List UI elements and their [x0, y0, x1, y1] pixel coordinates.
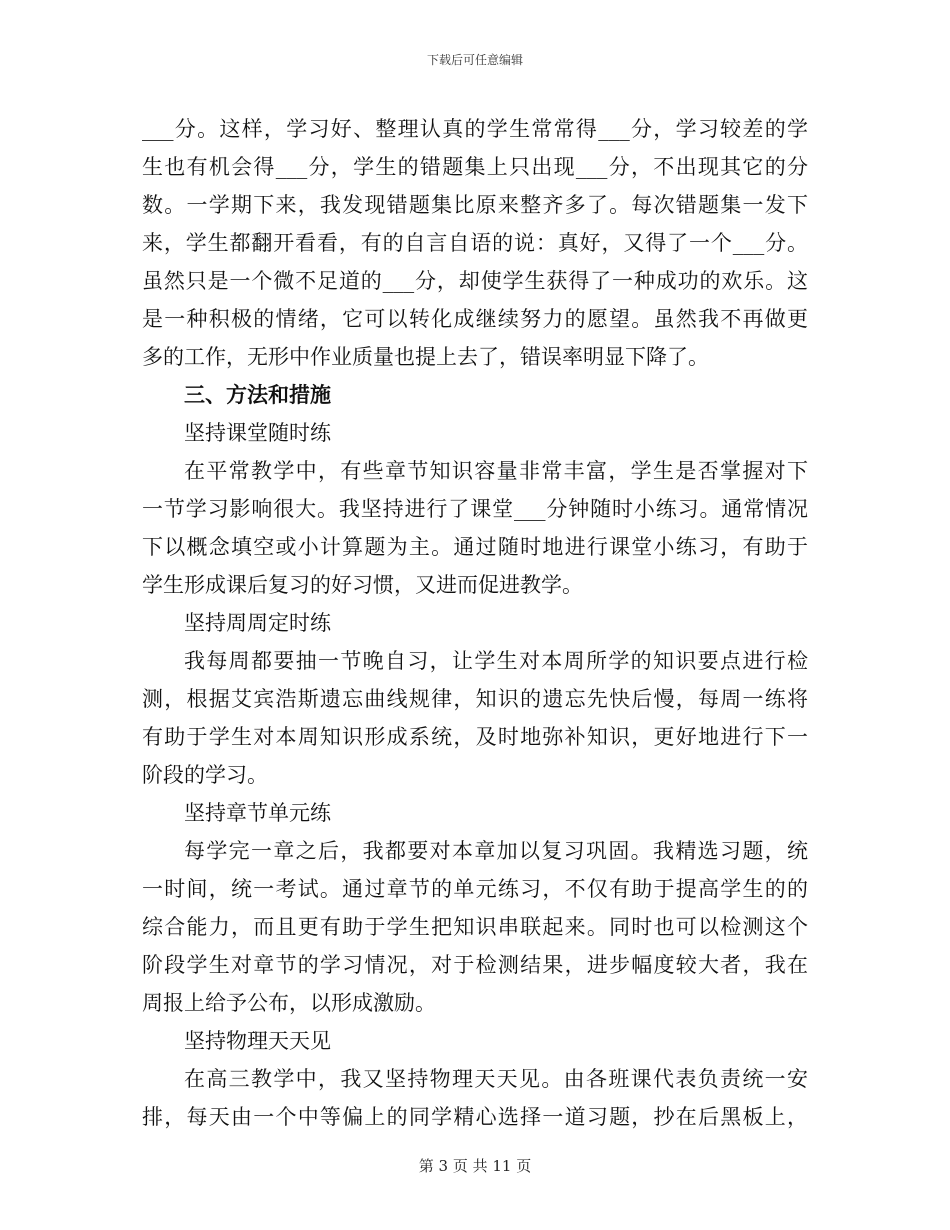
document-body [142, 110, 808, 1136]
paragraph-daily-physics [142, 1060, 808, 1136]
subheading-weekly-practice: 坚持周周定时练 [184, 611, 331, 635]
paragraph-chapter-practice [142, 832, 808, 1022]
text-line: 综合能力，而且更有助于学生把知识串联起来。同时也可以检测这个 [142, 915, 808, 939]
text-line: 是一种积极的情绪，它可以转化成继续努力的愿望。虽然我不再做更 [142, 307, 808, 331]
subheading-daily-physics: 坚持物理天天见 [184, 1029, 331, 1053]
text-line: 我每周都要抽一节晚自习，让学生对本周所学的知识要点进行检 [184, 649, 808, 673]
subheading-chapter-practice: 坚持章节单元练 [184, 801, 331, 825]
section-heading: 三、方法和措施 [184, 382, 331, 407]
text-line: ___分。这样，学习好、整理认真的学生常常得___分，学习较差的学 [142, 117, 808, 141]
text-line: 每学完一章之后，我都要对本章加以复习巩固。我精选习题，统 [184, 839, 808, 863]
paragraph-classroom-practice [142, 452, 808, 604]
text-line: 下以概念填空或小计算题为主。通过随时地进行课堂小练习，有助于 [142, 535, 808, 559]
text-line: 一节学习影响很大。我坚持进行了课堂___分钟随时小练习。通常情况 [142, 497, 808, 521]
text-line: 周报上给予公布，以形成激励。 [142, 991, 436, 1015]
text-line: 来，学生都翻开看看，有的自言自语的说：真好，又得了一个___分。 [142, 231, 808, 255]
text-line: 有助于学生对本周知识形成系统，及时地弥补知识，更好地进行下一 [142, 725, 808, 749]
paragraph-weekly-practice [142, 642, 808, 794]
text-line: 阶段的学习。 [142, 763, 268, 787]
text-line: 多的工作，无形中作业质量也提上去了，错误率明显下降了。 [142, 345, 709, 369]
text-line: 阶段学生对章节的学习情况，对于检测结果，进步幅度较大者，我在 [142, 953, 808, 977]
paragraph-scoring [142, 110, 808, 376]
subheading-classroom-practice: 坚持课堂随时练 [184, 421, 331, 445]
text-line: 学生形成课后复习的好习惯，又进而促进教学。 [142, 573, 583, 597]
text-line: 在平常教学中，有些章节知识容量非常丰富，学生是否掌握对下 [184, 459, 808, 483]
page-footer: 第 3 页 共 11 页 [418, 1157, 532, 1175]
text-line: 排，每天由一个中等偏上的同学精心选择一道习题，抄在后黑板上， [142, 1105, 808, 1129]
text-line: 虽然只是一个微不足道的___分，却使学生获得了一种成功的欢乐。这 [142, 269, 808, 293]
text-line: 测，根据艾宾浩斯遗忘曲线规律，知识的遗忘先快后慢，每周一练将 [142, 687, 808, 711]
page-header: 下载后可任意编辑 [426, 53, 523, 67]
text-line: 一时间，统一考试。通过章节的单元练习，不仅有助于提高学生的的 [142, 877, 808, 901]
text-line: 生也有机会得___分，学生的错题集上只出现___分，不出现其它的分 [142, 155, 808, 179]
text-line: 在高三教学中，我又坚持物理天天见。由各班课代表负责统一安 [184, 1067, 808, 1091]
text-line: 数。一学期下来，我发现错题集比原来整齐多了。每次错题集一发下 [142, 193, 808, 217]
